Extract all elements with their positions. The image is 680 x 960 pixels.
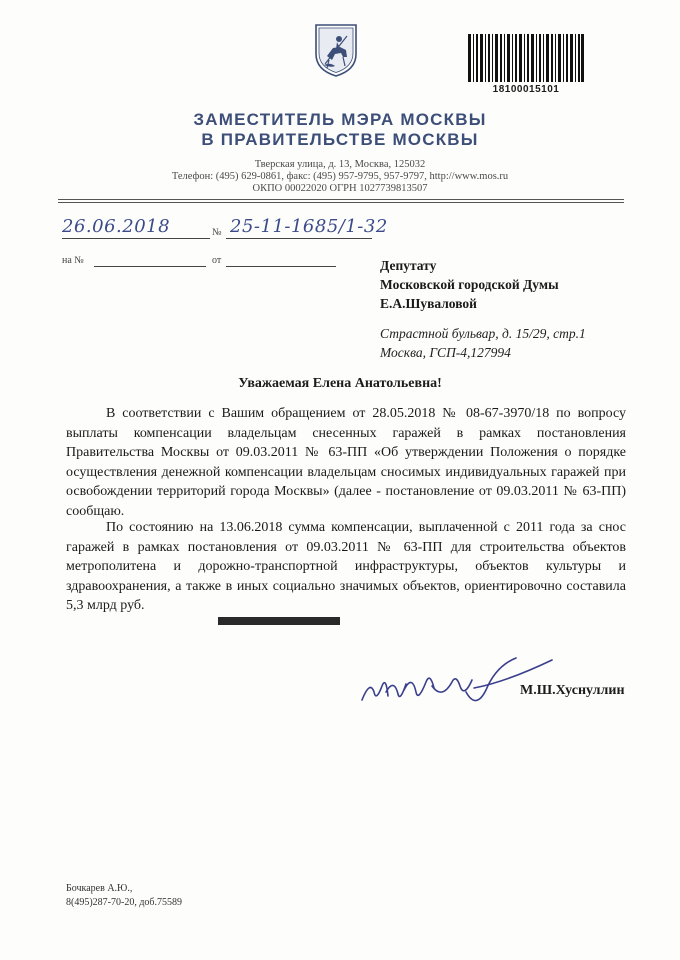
executor-name: Бочкарев А.Ю., xyxy=(66,883,133,894)
redaction-bar xyxy=(218,617,340,625)
okpo-ogrn-line: ОКПО 00022020 ОГРН 1027739813507 xyxy=(252,183,428,194)
header-divider-secondary xyxy=(58,202,624,203)
addressee-title: Депутату xyxy=(380,258,437,273)
addressee-name: Е.А.Шуваловой xyxy=(380,296,477,311)
organization-title-line1: ЗАМЕСТИТЕЛЬ МЭРА МОСКВЫ xyxy=(193,110,487,129)
signer-name: М.Ш.Хуснуллин xyxy=(520,683,625,698)
salutation: Уважаемая Елена Анатольевна! xyxy=(238,376,442,391)
moscow-coat-of-arms-icon xyxy=(313,22,359,78)
addressee-organization: Московской городской Думы xyxy=(380,277,559,292)
in-reply-underline xyxy=(94,266,206,267)
body-paragraph: В соответствии с Вашим обращением от 28.05.2018 № 08-67-3970/18 по вопросу выплаты компенсации владельцам снесенных гаражей в рамках постановления Правительства Москвы от 09.03.2011 № 63-ПП «Об утверждении Положения о порядке осуществления денежной компенсации владельцам сносимых индивидуальных гаражей при освобождении территорий города Москвы» (далее - постановление от 09.03.2011 № 63-ПП) сообщаю. xyxy=(66,406,626,519)
number-sign: № xyxy=(212,227,222,238)
outgoing-number: 25-11-1685/1-32 xyxy=(230,216,388,237)
body-paragraph: По состоянию на 13.06.2018 сумма компенсации, выплаченной с 2011 года за снос гаражей в рамках постановления от 09.03.2011 № 63-ПП для строительства объектов метрополитена и дорожно-транспортной инфраструктуры, объектов культуры и здравоохранения, а также в иных социально значимых объектов, ориентировочно составила 5,3 млрд руб. xyxy=(66,520,626,614)
outgoing-date: 26.06.2018 xyxy=(62,216,171,237)
barcode-icon xyxy=(468,34,584,82)
in-reply-label: на № xyxy=(62,255,84,266)
from-label: от xyxy=(212,255,222,266)
phone-fax-line: Телефон: (495) 629-0861, факс: (495) 957-9795, 957-9797, http://www.mos.ru xyxy=(171,171,509,182)
date-underline xyxy=(62,238,210,239)
addressee-city: Москва, ГСП-4,127994 xyxy=(380,345,511,360)
from-underline xyxy=(226,266,336,267)
executor-phone: 8(495)287-70-20, доб.75589 xyxy=(66,897,182,908)
header-divider xyxy=(58,199,624,200)
addressee-street: Страстной бульвар, д. 15/29, стр.1 xyxy=(380,326,586,341)
address-line: Тверская улица, д. 13, Москва, 125032 xyxy=(254,159,426,170)
number-underline xyxy=(226,238,372,239)
organization-title-line2: В ПРАВИТЕЛЬСТВЕ МОСКВЫ xyxy=(201,130,479,149)
barcode-number: 18100015101 xyxy=(492,84,560,95)
